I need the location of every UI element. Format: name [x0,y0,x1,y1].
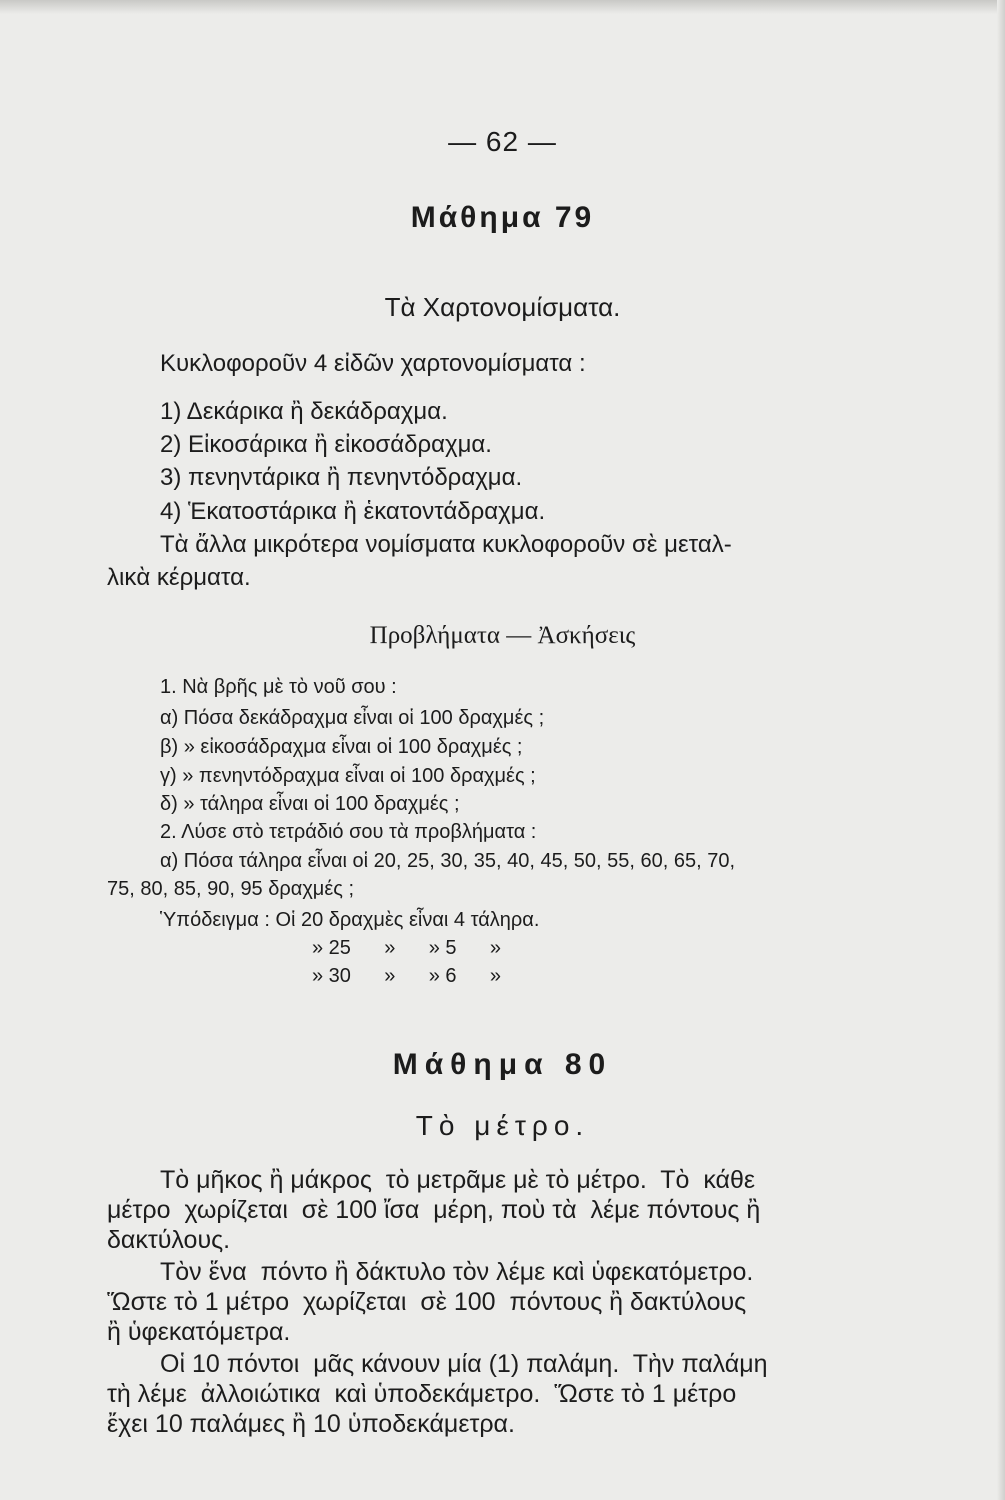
page-number: — 62 — [448,126,557,157]
paragraph-line: μέτρο χωρίζεται σὲ 100 ἴσα μέρη, ποὺ τὰ λέμε πόντους ἢ [107,1196,761,1224]
exercise-1-item: α) Πόσα δεκάδραχμα εἶναι οἱ 100 δραχμές ; [160,707,545,729]
lesson-79-title: Μάθημα 79 [410,201,595,234]
coins-note-line: λικὰ κέρματα. [107,564,251,591]
paragraph-line: τὴ λέμε ἀλλοιώτικα καὶ ὑποδεκάμετρο. Ὥστε τὸ 1 μέτρο [107,1380,737,1408]
paragraph-line: ἔχει 10 παλάμες ἢ 10 ὑποδεκάμετρα. [107,1410,515,1438]
lesson-79-subtitle: Τὰ Χαρτονομίσματα. [384,292,621,322]
page-top-edge [0,0,1005,14]
coins-note-line: Τὰ ἄλλα μικρότερα νομίσματα κυκλοφοροῦν σὲ μεταλ- [160,531,732,558]
banknote-item: 3) πενηντάρικα ἢ πενηντόδραχμα. [160,464,523,491]
banknote-item: 4) Ἑκατοστάρικα ἢ ἑκατοντάδραχμα. [160,498,546,525]
example-row: » 30 » » 6 » [312,965,501,987]
paragraph-line: δακτύλους. [107,1226,231,1254]
exercise-1-item: γ) » πενηντόδραχμα εἶναι οἱ 100 δραχμές ; [160,765,536,787]
exercise-2-line: 75, 80, 85, 90, 95 δραχμές ; [107,878,355,900]
exercise-2-line: α) Πόσα τάληρα εἶναι οἱ 20, 25, 30, 35, 40, 45, 50, 55, 60, 65, 70, [160,850,736,872]
lesson-80-title: Μάθημα 80 [392,1048,613,1081]
problems-heading: Προβλήματα — Ἀσκήσεις [369,622,636,649]
banknote-item: 1) Δεκάρικα ἢ δεκάδραχμα. [160,398,448,425]
exercise-1-item: β) » εἰκοσάδραχμα εἶναι οἱ 100 δραχμές ; [160,736,523,758]
lesson-80-subtitle: Τὸ μέτρο. [415,1110,590,1141]
banknote-item: 2) Εἰκοσάρικα ἢ εἰκοσάδραχμα. [160,431,492,458]
paragraph-line: ἢ ὑφεκατόμετρα. [107,1318,291,1346]
paragraph-line: Τὸν ἕνα πόντο ἢ δάκτυλο τὸν λέμε καὶ ὑφεκατόμετρο. [160,1258,754,1286]
example-row: » 25 » » 5 » [312,937,501,959]
lesson-79-intro: Κυκλοφοροῦν 4 εἰδῶν χαρτονομίσματα : [160,350,586,377]
exercise-1-item: δ) » τάληρα εἶναι οἱ 100 δραχμές ; [160,793,460,815]
paragraph-line: Οἱ 10 πόντοι μᾶς κάνουν μία (1) παλάμη. Τὴν παλάμη [160,1350,768,1378]
paragraph-line: Τὸ μῆκος ἢ μάκρος τὸ μετρᾶμε μὲ τὸ μέτρο. Τὸ κάθε [160,1166,756,1194]
paragraph-line: Ὥστε τὸ 1 μέτρο χωρίζεται σὲ 100 πόντους ἢ δακτύλους [107,1288,747,1316]
exercise-1-heading: 1. Νὰ βρῆς μὲ τὸ νοῦ σου : [160,676,397,698]
example-label: Ὑπόδειγμα : Οἱ 20 δραχμὲς εἶναι 4 τάληρα. [160,909,540,931]
exercise-2-heading: 2. Λύσε στὸ τετράδιό σου τὰ προβλήματα : [160,821,537,843]
